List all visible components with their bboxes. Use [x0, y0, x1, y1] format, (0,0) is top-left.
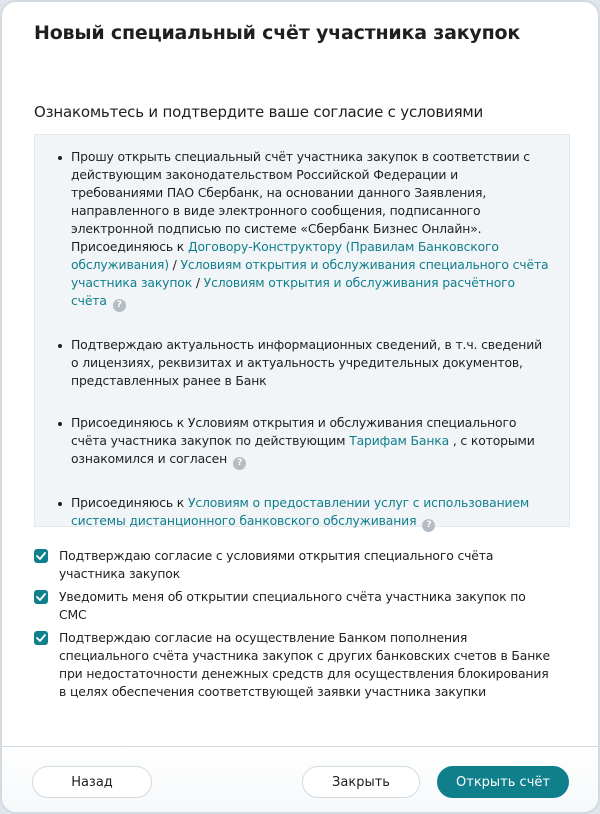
dialog-subtitle: Ознакомьтесь и подтвердите ваше согласие с условиями [34, 103, 484, 121]
close-button[interactable]: Закрыть [302, 766, 420, 798]
terms-text: Присоединяюсь к [71, 495, 188, 510]
terms-panel [34, 134, 570, 530]
open-account-button[interactable]: Открыть счёт [437, 766, 569, 798]
checkbox-label: Подтверждаю согласие с условиями открытия специального счёта участника закупок [59, 548, 494, 581]
consent-auto-replenishment[interactable] [34, 629, 554, 701]
dialog-footer [2, 746, 598, 812]
checkbox-label: Подтверждаю согласие на осуществление Банком пополнения специального счёта участника закупок с других банковских счетов в Банке при недостаточности денежных средств для осуществления блокирования в целях обеспечения соответствующей заявки участника закупки [59, 630, 550, 699]
consent-checkboxes [34, 547, 554, 706]
question-circle-icon[interactable]: ? [233, 457, 246, 470]
checkbox-label: Уведомить меня об открытии специального счёта участника закупок по СМС [59, 589, 526, 622]
special-account-terms-link[interactable]: Условиям открытия и обслуживания специального счёта участника закупок [71, 257, 549, 290]
checkmark-icon [36, 552, 46, 560]
back-button[interactable]: Назад [32, 766, 152, 798]
checkmark-icon [36, 593, 46, 601]
settlement-account-terms-link[interactable]: Условиям открытия и обслуживания расчётного счёта [71, 275, 515, 308]
checkbox-checked[interactable] [34, 549, 48, 563]
checkmark-icon [36, 634, 46, 642]
checkbox-checked[interactable] [34, 631, 48, 645]
bank-tariffs-link[interactable]: Тарифам Банка [349, 433, 450, 448]
terms-text: Прошу открыть специальный счёт участника закупок в соответствии с действующим законодательством Российской Федерации и требованиями ПАО Сбербанк, на основании данного Заявления, направленного в виде электронного сообщения, подписанного электронной подписью по системе «Сбербанк Бизнес Онлайн». Присоединяюсь к [71, 149, 530, 254]
separator: / [168, 257, 181, 272]
checkbox-checked[interactable] [34, 590, 48, 604]
question-circle-icon[interactable]: ? [113, 299, 126, 312]
remote-banking-terms-link[interactable]: Условиям о предоставлении услуг с использованием системы дистанционного банковского обслуживания [71, 495, 530, 528]
terms-text: Присоединяюсь к Условиям открытия и обслуживания специального счёта участника закупок по действующим [71, 415, 517, 448]
terms-item-tariffs [71, 414, 549, 470]
consent-opening-terms[interactable] [34, 547, 554, 583]
question-circle-icon[interactable]: ? [422, 519, 435, 532]
contract-constructor-link[interactable]: Договору-Конструктору (Правилам Банковского обслуживания) [71, 239, 499, 272]
terms-item-info-confirmation [71, 336, 549, 390]
dialog-title: Новый специальный счёт участника закупок [34, 22, 521, 44]
consent-sms-notification[interactable] [34, 588, 554, 624]
terms-text: Подтверждаю актуальность информационных сведений, в т.ч. сведений о лицензиях, реквизитах и актуальность учредительных документов, представленных ранее в Банк [71, 337, 543, 388]
separator: / [192, 275, 204, 290]
terms-text: , с которыми ознакомился и согласен [71, 433, 535, 466]
terms-item-account-request [71, 148, 549, 312]
terms-item-remote-banking [71, 494, 549, 532]
terms-list [35, 135, 569, 532]
